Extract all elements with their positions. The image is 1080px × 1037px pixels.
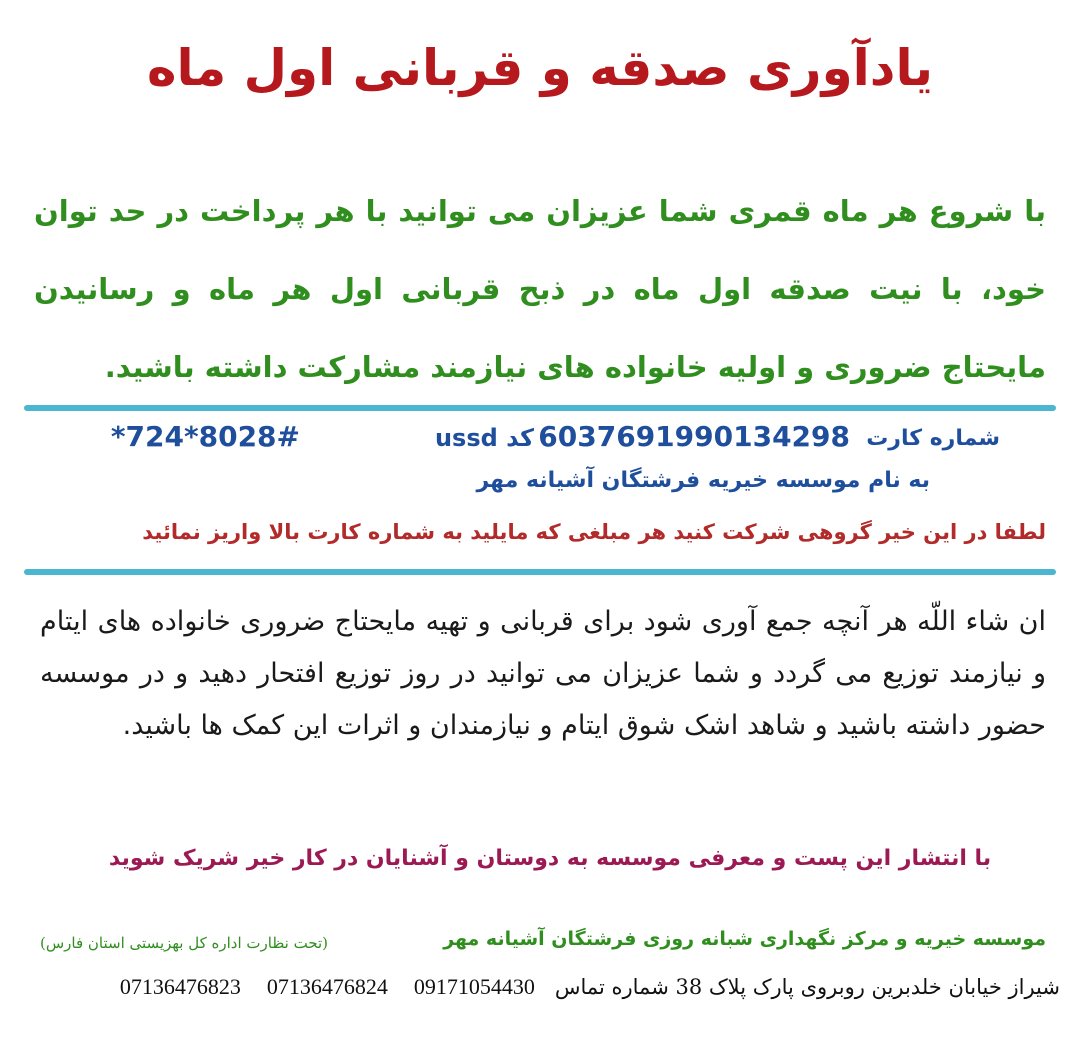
page-title: یادآوری صدقه و قربانی اول ماه [146, 39, 933, 97]
footer-charity-name: موسسه خیریه و مرکز نگهداری شبانه روزی فرشتگان آشیانه مهر [443, 928, 1046, 950]
divider-bottom [24, 569, 1056, 575]
footer-supervision-note: (تحت نظارت اداره کل بهزیستی استان فارس) [40, 934, 329, 952]
share-call: با انتشار این پست و معرفی موسسه به دوستان و آشنایان در کار خیر شریک شوید [108, 846, 992, 871]
group-donation-call: لطفا در این خیر گروهی شرکت کنید هر مبلغی که مایلید به شماره کارت بالا واریز نمائید [142, 520, 1046, 544]
footer-address: شیراز خیابان خلدبرین روبروی پارک پلاک 38 شماره تماس [554, 975, 1060, 999]
intro-paragraph: با شروع هر ماه قمری شما عزیزان می توانید با هر پرداخت در حد توان خود، با نیت صدقه اول ماه در ذبح قربانی اول هر ماه و رسانیدن مایحتاج ضروری و اولیه خانواده های نیازمند مشارکت داشته باشید. [34, 194, 1046, 384]
ussd-label: کد ussd [434, 424, 534, 452]
card-number: 6037691990134298 [538, 420, 850, 453]
phone-number: 07136476824 [266, 974, 388, 999]
distribution-paragraph: ان شاء اللّه هر آنچه جمع آوری شود برای قربانی و تهیه مایحتاج ضروری خانواده های ایتام و نیازمند توزیع می گردد و شما عزیزان می توانید در روز توزیع افتحار دهید و در موسسه حضور داشته باشید و شاهد اشک شوق ایتام و نیازمندان و اثرات این کمک ها باشید. [40, 606, 1046, 741]
phone-number: 09171054430 [413, 974, 535, 999]
divider-top [24, 405, 1056, 411]
phone-number: 07136476823 [119, 974, 241, 999]
footer-contact [20, 974, 1060, 1000]
ussd-code: *724*8028# [110, 420, 300, 453]
account-holder-name: به نام موسسه خیریه فرشتگان آشیانه مهر [476, 468, 930, 493]
card-number-label: شماره کارت [866, 426, 1000, 451]
payment-row [100, 420, 1000, 464]
